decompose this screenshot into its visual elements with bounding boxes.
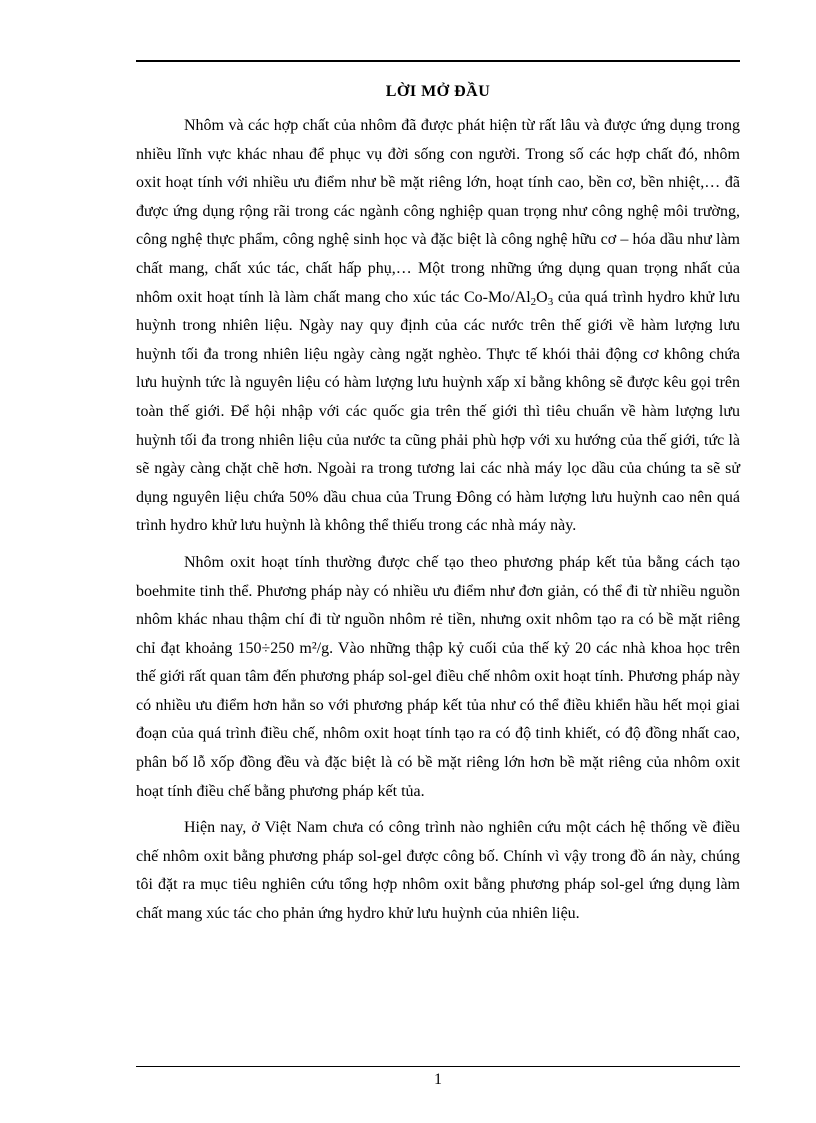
paragraph-3: Hiện nay, ở Việt Nam chưa có công trình nào nghiên cứu một cách hệ thống về điều chế nhôm oxit bằng phương pháp sol-gel được công bố. Chính vì vậy trong đồ án này, chúng tôi đặt ra mục tiêu nghiên cứu tổng hợp nhôm oxit bằng phương pháp sol-gel ứng dụng làm chất mang xúc tác cho phản ứng hydro khử lưu huỳnh của nhiên liệu.	[136, 819, 740, 923]
paragraph-1	[136, 112, 740, 541]
paragraph-1-text-a: Nhôm và các hợp chất của nhôm đã được phát hiện từ rất lâu và được ứng dụng trong nhiều lĩnh vực khác nhau để phục vụ đời sống con người. Trong số các hợp chất đó, nhôm oxit hoạt tính với nhiều ưu điểm như bề mặt riêng lớn, hoạt tính cao, bền cơ, bền nhiệt,… đã được ứng dụng rộng rãi trong các ngành công nghiệp quan trọng như công nghệ môi trường, công nghệ thực phẩm, công nghệ sinh học và đặc biệt là công nghệ hữu cơ – hóa dầu như làm chất mang, chất xúc tác, chất hấp phụ,… Một trong những ứng dụng quan trọng nhất của nhôm oxit hoạt tính là làm chất mang cho xúc tác Co-Mo/Al	[136, 117, 740, 306]
paragraph-1-text-b: của quá trình hydro khử lưu huỳnh trong nhiên liệu. Ngày nay quy định của các nước trên thế giới về hàm lượng lưu huỳnh tối đa trong nhiên liệu ngày càng ngặt nghèo. Thực tế khói thải động cơ không chứa lưu huỳnh tức là nguyên liệu có hàm lượng lưu huỳnh xấp xỉ bằng không sẽ được kêu gọi trên toàn thế giới. Để hội nhập với các quốc gia trên thế giới thì tiêu chuẩn về hàm lượng lưu huỳnh tối đa trong nhiên liệu của nước ta cũng phải phù hợp với xu hướng của thế giới, tức là sẽ ngày càng chặt chẽ hơn. Ngoài ra trong tương lai các nhà máy lọc dầu của chúng ta sẽ sử dụng nguyên liệu chứa 50% dầu chua của Trung Đông có hàm lượng lưu huỳnh cao nên quá trình hydro khử lưu huỳnh là không thể thiếu trong các nhà máy này.	[136, 288, 741, 535]
paragraph-2: Nhôm oxit hoạt tính thường được chế tạo theo phương pháp kết tủa bằng cách tạo boehmite tinh thể. Phương pháp này có nhiều ưu điểm như đơn giản, có thể đi từ nhiều nguồn nhôm khác nhau thậm chí đi từ nguồn nhôm rẻ tiền, nhưng oxit nhôm tạo ra có bề mặt riêng chỉ đạt khoảng 150÷250 m²/g. Vào những thập kỷ cuối của thế kỷ 20 các nhà khoa học trên thế giới rất quan tâm đến phương pháp sol-gel điều chế nhôm oxit hoạt tính. Phương pháp này có nhiều ưu điểm hơn hẳn so với phương pháp kết tủa như có thể điều khiển hầu hết mọi giai đoạn của quá trình điều chế, nhôm oxit hoạt tính tạo ra có độ tinh khiết, có độ đồng nhất cao, phân bố lỗ xốp đồng đều và đặc biệt là có bề mặt riêng lớn hơn bề mặt riêng của nhôm oxit hoạt tính điều chế bằng phương pháp kết tủa.	[136, 553, 740, 800]
subscript-2: 2	[530, 295, 537, 308]
page-number: 1	[434, 1071, 442, 1088]
subscript-3: 3	[547, 295, 554, 308]
header-rule	[136, 60, 740, 62]
oxygen-symbol: O	[536, 288, 548, 306]
page-title: LỜI MỞ ĐẦU	[385, 83, 491, 100]
footer-rule	[136, 1066, 740, 1067]
document-body	[136, 112, 740, 937]
